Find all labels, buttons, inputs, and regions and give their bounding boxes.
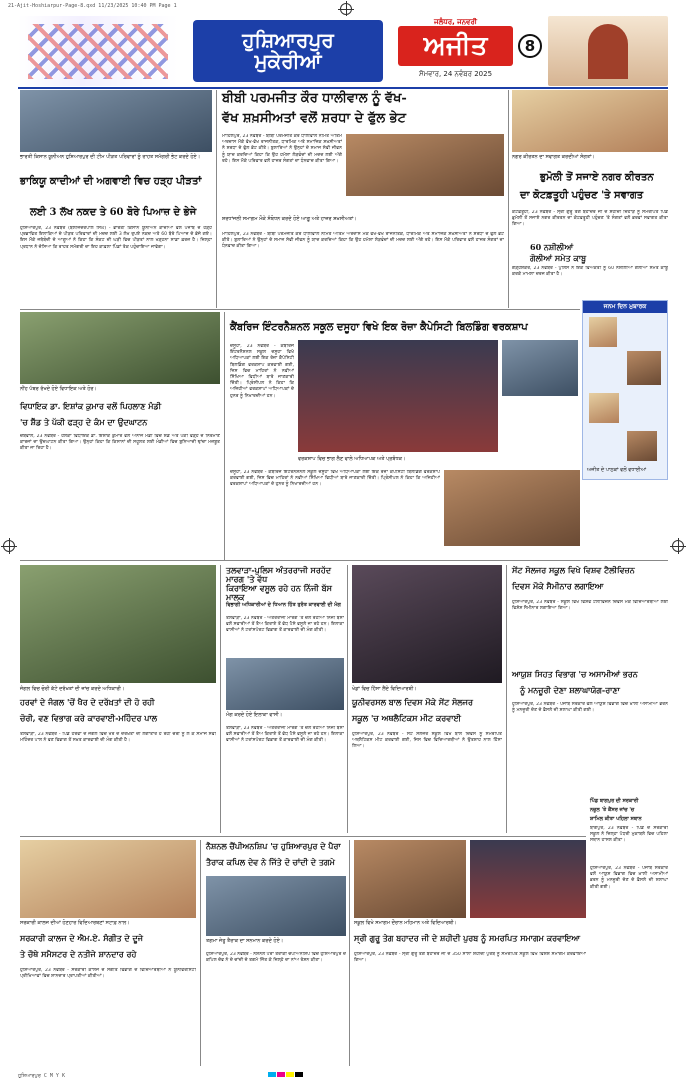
headline: ਦਾ ਕੋਟਫ਼ਤੂਹੀ ਪਹੁੰਚਣ 'ਤੇ ਸਵਾਗਤ bbox=[520, 190, 644, 201]
column-rule bbox=[508, 90, 509, 308]
newspaper-name: ਅਜੀਤ bbox=[398, 26, 513, 66]
cyan-swatch-icon bbox=[268, 1072, 276, 1077]
child-photo bbox=[589, 393, 619, 423]
article-body: ਹੁਸ਼ਿਆਰਪੁਰ, 23 ਨਵੰਬਰ - ਸੇਂਟ ਸੋਲਜਰ ਸਕੂਲ ਵਿਖੇ ਬਾਲ ਦਿਵਸ ਨੂੰ ਸਮਰਪਿਤ ਅਥਲੈਟਿਕਸ ਮੀਟ ਕਰਵਾਈ ਗਈ, ਜਿਸ ਵਿਚ ਵਿਦਿਆਰਥੀਆਂ ਨੇ ਉਤਸ਼ਾਹ ਨਾਲ ਹਿੱਸਾ ਲਿਆ। bbox=[352, 732, 502, 750]
article-body: ਹੁਸ਼ਿਆਰਪੁਰ, 23 ਨਵੰਬਰ - ਸ੍ਰੀ ਗੁਰੂ ਤੇਗ ਬਹਾਦਰ ਜੀ ਦੇ 350 ਸਾਲਾ ਸ਼ਹੀਦੀ ਪੁਰਬ ਨੂੰ ਸਮਰਪਿਤ ਸਕੂਲ ਵਿਖੇ ਵਿਸ਼ੇਸ਼ ਸਮਾਗਮ ਕਰਵਾਇਆ ਗਿਆ। bbox=[354, 952, 586, 964]
registration-mark-icon bbox=[3, 540, 15, 552]
article-body: ਗੜ੍ਹਸ਼ੰਕਰ, 23 ਨਵੰਬਰ - ਪੁਲਿਸ ਨੇ ਇਕ ਵਿਅਕਤੀ ਨੂੰ 60 ਨਸ਼ੀਲੀਆਂ ਗੋਲੀਆਂ ਸਮੇਤ ਕਾਬੂ ਕਰਕੇ ਮਾਮਲਾ ਦਰਜ ਕੀਤਾ ਹੈ। bbox=[512, 266, 668, 278]
column-rule bbox=[220, 565, 221, 833]
column-rule bbox=[216, 90, 217, 308]
article-body: ਕੋਟਫ਼ਤੂਹੀ, 23 ਨਵੰਬਰ - ਸ੍ਰੀ ਗੁਰੂ ਤੇਗ ਬਹਾਦਰ ਜੀ ਦੇ ਸ਼ਹੀਦੀ ਦਿਹਾੜੇ ਨੂੰ ਸਮਰਪਿਤ ਪਿੰਡ ਭੁਮੋਲੀ ਤੋਂ ਸਜਾਏ ਨਗਰ ਕੀਰਤਨ ਦਾ ਕੋਟਫ਼ਤੂਹੀ ਪਹੁੰਚਣ 'ਤੇ ਸੰਗਤਾਂ ਵਲੋਂ ਭਰਵਾਂ ਸਵਾਗਤ ਕੀਤਾ ਗਿਆ। bbox=[512, 210, 668, 228]
headline: ਸ੍ਰੀ ਗੁਰੂ ਤੇਗ ਬਹਾਦਰ ਜੀ ਦੇ ਸ਼ਹੀਦੀ ਪੁਰਬ ਨੂੰ ਸਮਰਪਿਤ ਸਮਾਗਮ ਕਰਵਾਇਆ bbox=[354, 933, 581, 943]
headline: ਲਈ 3 ਲੱਖ ਨਕਦ ਤੇ 60 ਬੋਰੇ ਪਿਆਜ਼ ਦੇ ਭੇਜੇ bbox=[30, 207, 197, 218]
inauguration-photo bbox=[20, 312, 220, 384]
headline: ਵਿਧਾਇਕ ਡਾ. ਇਸ਼ਾਂਕ ਕੁਮਾਰ ਵਲੋਂ ਪਿਹਲਾਣ ਮੰਡੀ bbox=[20, 401, 162, 411]
photo-caption: ਸ਼ਰਧਾਂਜਲੀ ਸਮਾਗਮ ਮੌਕੇ ਸੰਬੋਧਨ ਕਰਦੇ ਹੋਏ ਆਗੂ ਅਤੇ ਹਾਜ਼ਰ ਸ਼ਖ਼ਸੀਅਤਾਂ। bbox=[222, 216, 357, 222]
headline: ਸੇਂਟ ਸੋਲਜਰ ਸਕੂਲ ਵਿਖੇ ਵਿਸ਼ਵ ਟੈਲੀਵਿਜ਼ਨ bbox=[512, 565, 635, 575]
article-body-continued: ਦਸੂਹਾ, 23 ਨਵੰਬਰ - ਕੈਂਬਰਿਜ ਇੰਟਰਨੈਸ਼ਨਲ ਸਕੂਲ ਦਸੂਹਾ ਵਿਖੇ ਅਧਿਆਪਕਾਂ ਲਈ ਇਕ ਰੋਜ਼ਾ ਕੈਪੇਸਿਟੀ ਬਿਲਡਿੰਗ ਵਰਕਸ਼ਾਪ ਕਰਵਾਈ ਗਈ, ਜਿਸ ਵਿਚ ਮਾਹਿਰਾਂ ਨੇ ਨਵੀਆਂ ਸਿੱਖਿਆ ਵਿਧੀਆਂ ਬਾਰੇ ਜਾਣਕਾਰੀ ਦਿੱਤੀ। ਪ੍ਰਿੰਸੀਪਲ ਨੇ ਕਿਹਾ ਕਿ ਅਜਿਹੀਆਂ ਵਰਕਸ਼ਾਪਾਂ ਅਧਿਆਪਕਾਂ ਦੇ ਹੁਨਰ ਨੂੰ ਨਿਖਾਰਦੀਆਂ ਹਨ। bbox=[230, 470, 440, 488]
article-body: ਤਲਵਾੜਾ, 23 ਨਵੰਬਰ - ਅੰਤਰਰਾਜੀ ਮਾਰਗ 'ਤੇ ਚੱਲ ਰਹੀਆਂ ਨਿੱਜੀ ਬੱਸਾਂ ਵਲੋਂ ਸਵਾਰੀਆਂ ਤੋਂ ਤੈਅ ਕਿਰਾਏ ਤੋਂ ਵੱਧ ਪੈਸੇ ਵਸੂਲੇ ਜਾ ਰਹੇ ਹਨ। ਇਲਾਕਾ ਵਾਸੀਆਂ ਨੇ ਟਰਾਂਸਪੋਰਟ ਵਿਭਾਗ ਤੋਂ ਕਾਰਵਾਈ ਦੀ ਮੰਗ ਕੀਤੀ। bbox=[226, 616, 344, 634]
section-rule bbox=[20, 560, 668, 561]
article-body: ਤਲਵਾੜਾ, 23 ਨਵੰਬਰ - ਪਿੰਡ ਹਰਵਾਂ ਦੇ ਜੰਗਲ ਵਿਚੋਂ ਖੈਰ ਦੇ ਦਰੱਖ਼ਤਾਂ ਦੀ ਲਗਾਤਾਰ ਹੋ ਰਹੀ ਚੋਰੀ ਨੂੰ ਲੈ ਕੇ ਸਮਾਜ ਸੇਵੀ ਮਹਿੰਦਰ ਪਾਲ ਨੇ ਵਣ ਵਿਭਾਗ ਤੋਂ ਸਖ਼ਤ ਕਾਰਵਾਈ ਦੀ ਮੰਗ ਕੀਤੀ ਹੈ। bbox=[20, 732, 216, 744]
photo-caption: ਭਾਰਤੀ ਕਿਸਾਨ ਯੂਨੀਅਨ ਹੁਸ਼ਿਆਰਪੁਰ ਦੀ ਟੀਮ ਪੀੜਤ ਪਰਿਵਾਰਾਂ ਨੂੰ ਰਾਹਤ ਸਮੱਗਰੀ ਭੇਟ ਕਰਦੇ ਹੋਏ। bbox=[20, 154, 201, 160]
bus-fare-photo bbox=[226, 658, 344, 710]
swimmer-award-photo bbox=[206, 876, 346, 936]
workshop-photo bbox=[298, 340, 498, 452]
issue-date: ਸੋਮਵਾਰ, 24 ਨਵੰਬਰ 2025 bbox=[418, 70, 493, 78]
decorative-pattern-icon bbox=[18, 16, 178, 86]
relief-team-photo bbox=[20, 90, 212, 152]
column-rule bbox=[224, 312, 225, 560]
headline: ਤਲਵਾੜਾ-ਪੁਲਿਸ ਅੰਤਰਰਾਜੀ ਸਰਹੱਦ ਮਾਰਗ 'ਤੇ ਵੱਧ bbox=[226, 565, 332, 585]
page-footer bbox=[18, 1072, 668, 1084]
temple-image bbox=[548, 16, 668, 86]
article-body: ਹੁਸ਼ਿਆਰਪੁਰ, 23 ਨਵੰਬਰ - ਸਰਕਾਰੀ ਕਾਲਜ ਦੇ ਸੰਗੀਤ ਵਿਭਾਗ ਦੇ ਵਿਦਿਆਰਥੀਆਂ ਨੇ ਯੂਨੀਵਰਸਿਟੀ ਪ੍ਰੀਖਿਆਵਾਂ ਵਿਚ ਸ਼ਾਨਦਾਰ ਪ੍ਰਾਪਤੀਆਂ ਕੀਤੀਆਂ। bbox=[20, 968, 196, 980]
athletics-photo bbox=[352, 565, 502, 683]
nagar-kirtan-photo bbox=[512, 90, 668, 152]
photo-caption: ਨਗਰ ਕੀਰਤਨ ਦਾ ਸਵਾਗਤ ਕਰਦੀਆਂ ਸੰਗਤਾਂ। bbox=[512, 154, 595, 160]
masthead-divider bbox=[18, 87, 668, 89]
photo-caption: ਤਗਮਾ ਜੇਤੂ ਤੈਰਾਕ ਦਾ ਸਨਮਾਨ ਕਰਦੇ ਹੋਏ। bbox=[206, 938, 284, 944]
workshop-photo-small bbox=[502, 340, 578, 396]
forest-photo bbox=[20, 565, 216, 683]
photo-caption: ਮੰਗ ਕਰਦੇ ਹੋਏ ਇਲਾਕਾ ਵਾਸੀ। bbox=[226, 712, 283, 718]
photo-caption: ਵਰਕਸ਼ਾਪ ਵਿਚ ਭਾਗ ਲੈਣ ਵਾਲੇ ਅਧਿਆਪਕ ਅਤੇ ਪ੍ਰਬੰਧਕ। bbox=[298, 456, 406, 462]
magenta-swatch-icon bbox=[277, 1072, 285, 1077]
headline: ਸ਼ਾਮਿਲ ਕੀਤਾ ਪਹਿਲਾ ਸਥਾਨ bbox=[590, 816, 642, 822]
tv-day-photo bbox=[444, 470, 580, 546]
headline: ਯੂਨੀਵਰਸਲ ਬਾਲ ਦਿਵਸ ਮੌਕੇ ਸੇਂਟ ਸੋਲਜਰ bbox=[352, 697, 473, 707]
headline: ਭੁਮੋਲੀ ਤੋਂ ਸਜਾਏ ਨਗਰ ਕੀਰਤਨ bbox=[540, 172, 654, 183]
photo-caption: ਜੰਗਲ ਵਿਚ ਚੋਰੀ ਕੱਟੇ ਦਰੱਖ਼ਤਾਂ ਦੀ ਜਾਂਚ ਕਰਦੇ ਅਧਿਕਾਰੀ। bbox=[20, 686, 125, 692]
headline: ਬੀਬੀ ਪਰਮਜੀਤ ਕੌਰ ਧਾਲੀਵਾਲ ਨੂੰ ਵੱਖ- bbox=[222, 91, 407, 106]
article-body-continued: ਹੁਸ਼ਿਆਰਪੁਰ, 23 ਨਵੰਬਰ - ਪੰਜਾਬ ਸਰਕਾਰ ਵਲੋਂ ਆਯੁਸ਼ ਵਿਭਾਗ ਵਿਚ ਖ਼ਾਲੀ ਅਸਾਮੀਆਂ ਭਰਨ ਨੂੰ ਮਨਜ਼ੂਰੀ ਦੇਣ ਦੇ ਫ਼ੈਸਲੇ ਦੀ ਸ਼ਲਾਘਾ ਕੀਤੀ ਗਈ। bbox=[590, 866, 668, 890]
article-body: ਮਾਹਿਲਪੁਰ, 23 ਨਵੰਬਰ - ਬੀਬੀ ਪਰਮਜੀਤ ਕੌਰ ਧਾਲੀਵਾਲ ਨਮਿੱਤ ਅੰਤਿਮ ਅਰਦਾਸ ਮੌਕੇ ਵੱਖ-ਵੱਖ ਰਾਜਨੀਤਕ, ਧਾਰਮਿਕ ਅਤੇ ਸਮਾਜਿਕ ਸ਼ਖ਼ਸੀਅਤਾਂ ਨੇ ਸ਼ਰਧਾ ਦੇ ਫੁੱਲ ਭੇਟ ਕੀਤੇ। ਬੁਲਾਰਿਆਂ ਨੇ ਉਨ੍ਹਾਂ ਦੇ ਸਮਾਜ ਸੇਵੀ ਜੀਵਨ ਨੂੰ ਯਾਦ ਕਰਦਿਆਂ ਕਿਹਾ ਕਿ ਉਹ ਹਮੇਸ਼ਾ ਲੋੜਵੰਦਾਂ ਦੀ ਮਦਦ ਲਈ ਅੱਗੇ ਰਹੇ। ਇਸ ਮੌਕੇ ਪਰਿਵਾਰ ਵਲੋਂ ਹਾਜ਼ਰ ਸੰਗਤਾਂ ਦਾ ਧੰਨਵਾਦ ਕੀਤਾ ਗਿਆ। bbox=[222, 134, 342, 164]
photo-caption: ਸਕੂਲ ਵਿਖੇ ਸਮਾਗਮ ਦੌਰਾਨ ਮਹਿਮਾਨ ਅਤੇ ਵਿਦਿਆਰਥੀ। bbox=[354, 920, 457, 926]
tribute-photo bbox=[346, 134, 504, 196]
headline: ਤੇ ਚੌਥੇ ਸਮੈਸਟਰ ਦੇ ਨਤੀਜੇ ਸ਼ਾਨਦਾਰ ਰਹੇ bbox=[20, 949, 137, 959]
column-rule bbox=[506, 565, 507, 833]
headline: 60 ਨਸ਼ੀਲੀਆਂ bbox=[530, 242, 574, 252]
footer-text: ਹੁਸ਼ਿਆਰਪੁਰ C M Y K bbox=[18, 1073, 65, 1079]
photo-caption: ਖੇਡਾਂ ਵਿਚ ਹਿੱਸਾ ਲੈਂਦੇ ਵਿਦਿਆਰਥੀ। bbox=[352, 686, 417, 692]
article-body: ਹੁਸ਼ਿਆਰਪੁਰ, 23 ਨਵੰਬਰ (ਬਲਜਿੰਦਰਪਾਲ ਸਿੰਘ) - ਭਾਰਤੀ ਕਿਸਾਨ ਯੂਨੀਅਨ ਕਾਦੀਆਂ ਵਲੋਂ ਪੰਜਾਬ ਦੇ ਹੜ੍ਹ ਪ੍ਰਭਾਵਿਤ ਇਲਾਕਿਆਂ ਦੇ ਪੀੜਤ ਪਰਿਵਾਰਾਂ ਦੀ ਮਦਦ ਲਈ 3 ਲੱਖ ਰੁਪਏ ਨਕਦ ਅਤੇ 60 ਬੋਰੇ ਪਿਆਜ਼ ਦੇ ਭੇਜੇ ਗਏ। ਇਸ ਮੌਕੇ ਜਥੇਬੰਦੀ ਦੇ ਆਗੂਆਂ ਨੇ ਕਿਹਾ ਕਿ ਸੰਕਟ ਦੀ ਘੜੀ ਵਿਚ ਪੀੜਤਾਂ ਨਾਲ ਖੜ੍ਹਨਾ ਸਾਡਾ ਫ਼ਰਜ਼ ਹੈ। ਜ਼ਿਲ੍ਹਾ ਪ੍ਰਧਾਨ ਨੇ ਦੱਸਿਆ ਕਿ ਰਾਹਤ ਸਮੱਗਰੀ ਦਾ ਇਹ ਕਾਫ਼ਲਾ ਪਿੰਡਾਂ ਤੱਕ ਪਹੁੰਚਾਇਆ ਜਾਵੇਗਾ। bbox=[20, 226, 212, 250]
birthday-note: ਅਜੀਤ ਦੇ ਪਾਠਕਾਂ ਵਲੋਂ ਵਧਾਈਆਂ bbox=[587, 467, 647, 473]
section-title-line1: ਹੁਸ਼ਿਆਰਪੁਰ bbox=[242, 28, 334, 52]
headline: ਦਿਵਸ ਮੌਕੇ ਸੈਮੀਨਾਰ ਲਗਾਇਆ bbox=[512, 581, 604, 591]
headline: ਕੈਂਬਰਿਜ ਇੰਟਰਨੈਸ਼ਨਲ ਸਕੂਲ ਦਸੂਹਾ ਵਿਖੇ ਇਕ ਰੋਜ਼ਾ ਕੈਪੇਸਿਟੀ ਬਿਲਡਿੰਗ ਵਰਕਸ਼ਾਪ bbox=[230, 322, 528, 333]
headline: ਕਿਰਾਇਆ ਵਸੂਲ ਰਹੇ ਹਨ ਨਿੱਜੀ ਬੱਸ ਮਾਲਕ bbox=[226, 583, 332, 603]
headline: ਹਰਵਾਂ ਦੇ ਜੰਗਲ 'ਚੋਂ ਖੈਰ ਦੇ ਦਰੱਖ਼ਤਾਂ ਦੀ ਹੋ ਰਹੀ bbox=[20, 697, 155, 707]
article-body: ਹੁਸ਼ਿਆਰਪੁਰ, 23 ਨਵੰਬਰ - ਪੰਜਾਬ ਸਰਕਾਰ ਵਲੋਂ ਆਯੁਸ਼ ਵਿਭਾਗ ਵਿਚ ਖ਼ਾਲੀ ਅਸਾਮੀਆਂ ਭਰਨ ਨੂੰ ਮਨਜ਼ੂਰੀ ਦੇਣ ਦੇ ਫ਼ੈਸਲੇ ਦੀ ਸ਼ਲਾਘਾ ਕੀਤੀ ਗਈ। bbox=[512, 702, 668, 714]
birthday-title: ਜਨਮ ਦਿਨ ਮੁਬਾਰਕ bbox=[583, 301, 667, 313]
section-title-line2: ਮੁਕੇਰੀਆਂ bbox=[254, 49, 322, 73]
college-group-photo bbox=[20, 840, 196, 918]
birthday-box bbox=[582, 300, 668, 480]
article-body: ਚੱਬੇਵਾਲ, 23 ਨਵੰਬਰ - ਹਲਕਾ ਵਿਧਾਇਕ ਡਾ. ਇਸ਼ਾਂਕ ਕੁਮਾਰ ਵਲੋਂ ਅਨਾਜ ਮੰਡੀ ਵਿਚ ਸ਼ੈੱਡ ਅਤੇ ਪੱਕੀ ਫੜ੍ਹ ਦੇ ਨਿਰਮਾਣ ਕਾਰਜਾਂ ਦਾ ਉਦਘਾਟਨ ਕੀਤਾ ਗਿਆ। ਉਨ੍ਹਾਂ ਕਿਹਾ ਕਿ ਕਿਸਾਨਾਂ ਦੀ ਸਹੂਲਤ ਲਈ ਮੰਡੀਆਂ ਵਿਚ ਬੁਨਿਆਦੀ ਢਾਂਚਾ ਮਜ਼ਬੂਤ ਕੀਤਾ ਜਾ ਰਿਹਾ ਹੈ। bbox=[20, 434, 220, 452]
headline: 'ਚ ਸ਼ੈੱਡ ਤੇ ਪੱਕੀ ਫੜ੍ਹ ਦੇ ਕੰਮ ਦਾ ਉਦਘਾਟਨ bbox=[20, 417, 148, 427]
headline: ਸਕੂਲ 'ਚ ਅਥਲੈਟਿਕਸ ਮੀਟ ਕਰਵਾਈ bbox=[352, 713, 461, 723]
photo-caption: ਸਰਕਾਰੀ ਕਾਲਜ ਦੀਆਂ ਹੋਣਹਾਰ ਵਿਦਿਆਰਥਣਾਂ ਸਟਾਫ਼ ਨਾਲ। bbox=[20, 920, 130, 926]
child-photo bbox=[589, 317, 617, 347]
article-body-continued: ਤਲਵਾੜਾ, 23 ਨਵੰਬਰ - ਅੰਤਰਰਾਜੀ ਮਾਰਗ 'ਤੇ ਚੱਲ ਰਹੀਆਂ ਨਿੱਜੀ ਬੱਸਾਂ ਵਲੋਂ ਸਵਾਰੀਆਂ ਤੋਂ ਤੈਅ ਕਿਰਾਏ ਤੋਂ ਵੱਧ ਪੈਸੇ ਵਸੂਲੇ ਜਾ ਰਹੇ ਹਨ। ਇਲਾਕਾ ਵਾਸੀਆਂ ਨੇ ਟਰਾਂਸਪੋਰਟ ਵਿਭਾਗ ਤੋਂ ਕਾਰਵਾਈ ਦੀ ਮੰਗ ਕੀਤੀ। bbox=[226, 726, 344, 744]
column-rule bbox=[349, 840, 350, 1066]
headline: ਨਜ਼ੂਲ 'ਤੇ ਕੈਂਸਰ ਜਾਂਚ 'ਚ bbox=[590, 807, 635, 813]
headline: ਆਯੁਸ਼ ਸਿਹਤ ਵਿਭਾਗ 'ਚ ਅਸਾਮੀਆਂ ਭਰਨ bbox=[512, 669, 638, 679]
section-rule bbox=[20, 309, 580, 310]
headline: ਸਰਕਾਰੀ ਕਾਲਜ ਦੇ ਐਮ.ਏ. ਸੰਗੀਤ ਦੇ ਦੂਜੇ bbox=[20, 933, 144, 943]
event-photo bbox=[470, 840, 586, 918]
child-photo bbox=[627, 431, 657, 461]
headline: ਗੋਲੀਆਂ ਸਮੇਤ ਕਾਬੂ bbox=[530, 253, 587, 263]
masthead bbox=[18, 16, 668, 86]
subheadline: ਵਿਭਾਗੀ ਅਧਿਕਾਰੀਆਂ ਦੇ ਧਿਆਨ ਹਿੱਤ ਤੁਰੰਤ ਕਾਰਵਾਈ ਦੀ ਮੰਗ bbox=[226, 602, 341, 608]
newspaper-sub: ਜਲੰਧਰ, ਜਨਵਰੀ bbox=[434, 18, 477, 26]
black-swatch-icon bbox=[295, 1072, 303, 1077]
page-number: 8 bbox=[518, 34, 542, 58]
headline: ਵੱਖ ਸ਼ਖ਼ਸੀਅਤਾਂ ਵਲੋਂ ਸ਼ਰਧਾ ਦੇ ਫੁੱਲ ਭੇਟ bbox=[222, 111, 406, 126]
article-body: ਹੁਸ਼ਿਆਰਪੁਰ, 23 ਨਵੰਬਰ - ਨੈਸ਼ਨਲ ਪੈਰਾ ਤੈਰਾਕੀ ਚੈਂਪੀਅਨਸ਼ਿਪ ਵਿਚ ਹੁਸ਼ਿਆਰਪੁਰ ਦੇ ਕਪਿਲ ਦੇਵ ਨੇ ਦੋ ਚਾਂਦੀ ਦੇ ਤਗਮੇ ਜਿੱਤ ਕੇ ਜ਼ਿਲ੍ਹੇ ਦਾ ਨਾਂਅ ਰੋਸ਼ਨ ਕੀਤਾ। bbox=[206, 952, 346, 964]
headline: ਤੈਰਾਕ ਕਪਿਲ ਦੇਵ ਨੇ ਜਿੱਤੇ ਦੋ ਚਾਂਦੀ ਦੇ ਤਗਮੇ bbox=[206, 857, 335, 867]
headline: ਭਾਕਿਯੂ ਕਾਦੀਆਂ ਦੀ ਅਗਵਾਈ ਵਿਚ ਹੜ੍ਹ ਪੀੜਤਾਂ bbox=[20, 176, 202, 187]
headline: ਨੈਸ਼ਨਲ ਚੈਂਪੀਅਨਸ਼ਿਪ 'ਚ ਹੁਸ਼ਿਆਰਪੁਰ ਦੇ ਪੈਰਾ bbox=[206, 841, 341, 851]
section-title bbox=[193, 20, 383, 82]
headline: ਨੂੰ ਮਨਜ਼ੂਰੀ ਦੇਣਾ ਸ਼ਲਾਘਾਯੋਗ-ਰਾਣਾ bbox=[520, 685, 620, 695]
article-body: ਦਸੂਹਾ, 23 ਨਵੰਬਰ - ਕੈਂਬਰਿਜ ਇੰਟਰਨੈਸ਼ਨਲ ਸਕੂਲ ਦਸੂਹਾ ਵਿਖੇ ਅਧਿਆਪਕਾਂ ਲਈ ਇਕ ਰੋਜ਼ਾ ਕੈਪੇਸਿਟੀ ਬਿਲਡਿੰਗ ਵਰਕਸ਼ਾਪ ਕਰਵਾਈ ਗਈ, ਜਿਸ ਵਿਚ ਮਾਹਿਰਾਂ ਨੇ ਨਵੀਆਂ ਸਿੱਖਿਆ ਵਿਧੀਆਂ ਬਾਰੇ ਜਾਣਕਾਰੀ ਦਿੱਤੀ। ਪ੍ਰਿੰਸੀਪਲ ਨੇ ਕਿਹਾ ਕਿ ਅਜਿਹੀਆਂ ਵਰਕਸ਼ਾਪਾਂ ਅਧਿਆਪਕਾਂ ਦੇ ਹੁਨਰ ਨੂੰ ਨਿਖਾਰਦੀਆਂ ਹਨ। bbox=[230, 344, 294, 399]
headline: ਪਿੰਡ ਬਾਗਪੁਰ ਦੀ ਸਰਕਾਰੀ bbox=[590, 798, 639, 804]
column-rule bbox=[200, 840, 201, 1066]
photo-caption: ਨੀਂਹ ਪੱਥਰ ਰੱਖਦੇ ਹੋਏ ਵਿਧਾਇਕ ਅਤੇ ਹੋਰ। bbox=[20, 386, 97, 392]
column-rule bbox=[347, 565, 348, 833]
registration-mark-icon bbox=[340, 3, 352, 15]
child-photo bbox=[627, 351, 661, 385]
section-rule bbox=[20, 836, 586, 837]
print-slug: 21-Ajit-Hoshiarpur-Page-8.qxd 11/23/2025 10:40 PM Page 1 bbox=[8, 3, 177, 9]
headline: ਚੋਰੀ, ਵਣ ਵਿਭਾਗ ਕਰੇ ਕਾਰਵਾਈ-ਮਹਿੰਦਰ ਪਾਲ bbox=[20, 713, 158, 723]
article-body: ਬਾਗਪੁਰ, 23 ਨਵੰਬਰ - ਪਿੰਡ ਦੇ ਸਰਕਾਰੀ ਸਕੂਲ ਨੇ ਜ਼ਿਲ੍ਹਾ ਪੱਧਰੀ ਮੁਕਾਬਲੇ ਵਿਚ ਪਹਿਲਾ ਸਥਾਨ ਹਾਸਲ ਕੀਤਾ। bbox=[590, 826, 668, 844]
registration-mark-icon bbox=[672, 540, 684, 552]
newspaper-logo bbox=[398, 16, 513, 86]
article-body-continued: ਮਾਹਿਲਪੁਰ, 23 ਨਵੰਬਰ - ਬੀਬੀ ਪਰਮਜੀਤ ਕੌਰ ਧਾਲੀਵਾਲ ਨਮਿੱਤ ਅੰਤਿਮ ਅਰਦਾਸ ਮੌਕੇ ਵੱਖ-ਵੱਖ ਰਾਜਨੀਤਕ, ਧਾਰਮਿਕ ਅਤੇ ਸਮਾਜਿਕ ਸ਼ਖ਼ਸੀਅਤਾਂ ਨੇ ਸ਼ਰਧਾ ਦੇ ਫੁੱਲ ਭੇਟ ਕੀਤੇ। ਬੁਲਾਰਿਆਂ ਨੇ ਉਨ੍ਹਾਂ ਦੇ ਸਮਾਜ ਸੇਵੀ ਜੀਵਨ ਨੂੰ ਯਾਦ ਕਰਦਿਆਂ ਕਿਹਾ ਕਿ ਉਹ ਹਮੇਸ਼ਾ ਲੋੜਵੰਦਾਂ ਦੀ ਮਦਦ ਲਈ ਅੱਗੇ ਰਹੇ। ਇਸ ਮੌਕੇ ਪਰਿਵਾਰ ਵਲੋਂ ਹਾਜ਼ਰ ਸੰਗਤਾਂ ਦਾ ਧੰਨਵਾਦ ਕੀਤਾ ਗਿਆ। bbox=[222, 232, 504, 250]
article-body: ਹੁਸ਼ਿਆਰਪੁਰ, 23 ਨਵੰਬਰ - ਸਕੂਲ ਵਿਖੇ ਵਿਸ਼ਵ ਟੈਲੀਵਿਜ਼ਨ ਦਿਵਸ ਮੌਕੇ ਵਿਦਿਆਰਥੀਆਂ ਲਈ ਵਿਸ਼ੇਸ਼ ਸੈਮੀਨਾਰ ਲਗਾਇਆ ਗਿਆ। bbox=[512, 600, 668, 612]
event-photo bbox=[354, 840, 466, 918]
yellow-swatch-icon bbox=[286, 1072, 294, 1077]
